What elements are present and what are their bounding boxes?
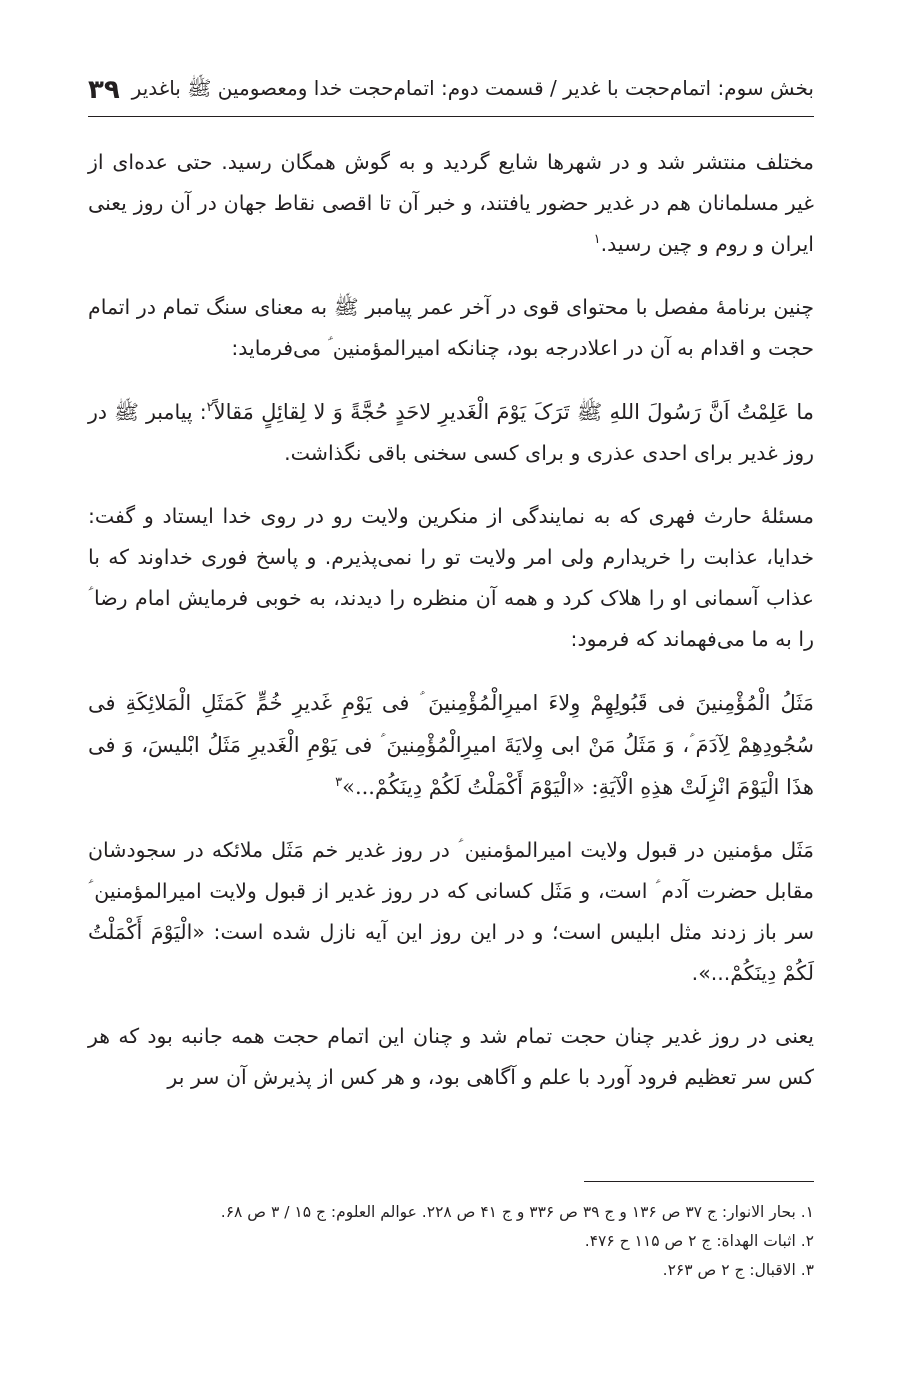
footnote-rule <box>584 1181 814 1182</box>
paragraph <box>88 287 814 369</box>
footnote-ref[interactable]: ۱ <box>593 232 601 248</box>
footnote: ۳. الاقبال: ج ۲ ص ۲۶۳. <box>662 1261 814 1279</box>
paragraph <box>88 830 814 994</box>
header-rule <box>88 116 814 117</box>
footnote-ref[interactable]: ۲ <box>206 400 214 416</box>
hadith-text: مَثَلُ الْمُؤْمِنینَ فی قَبُولِهِمْ وِلاءَ امیرِالْمُؤْمِنینَ ؑ فی یَوْمِ غَدیرِ خُمٍّ کَمَثَلِ الْمَلائِکَةِ فی سُجُودِهِمْ لِآدَمَ ؑ، وَ مَثَلُ مَنْ ابی وِلایَةَ امیرِالْمُؤْمِنینَ ؑ فی یَوْمِ الْغَدیرِ مَثَلُ ابْلیسَ، وَ فی هذَا الْیَوْمَ انْزِلَتْ هذِهِ الْآیَةِ: «الْیَوْمَ أَکْمَلْتُ لَکُمْ دِینَکُمْ...» <box>88 691 814 799</box>
hadith-paragraph <box>88 682 814 808</box>
footnote: ۲. اثبات الهداة: ج ۲ ص ۱۱۵ ح ۴۷۶. <box>584 1232 814 1250</box>
paragraph <box>88 496 814 660</box>
page-header <box>88 68 814 112</box>
paragraph <box>88 142 814 265</box>
paragraph <box>88 391 814 474</box>
paragraph-text: چنین برنامهٔ مفصل با محتوای قوی در آخر عمر پیامبر ﷺ به معنای سنگ تمام در اتمام حجت و اقدام به آن در اعلادرجه بود، چنانکه امیرالمؤمنین ؑ می‌فرماید: <box>88 295 814 360</box>
footnote: ۱. بحار الانوار: ج ۳۷ ص ۱۳۶ و ج ۳۹ ص ۳۳۶ و ج ۴۱ ص ۲۲۸. عوالم العلوم: ج ۱۵ / ۳ ص ۶۸. <box>220 1203 814 1221</box>
paragraph-text: : پیامبر ﷺ در روز غدیر برای احدی عذری و برای کسی سخنی باقی نگذاشت. <box>88 400 814 465</box>
paragraph-text: یعنی در روز غدیر چنان حجت تمام شد و چنان این اتمام حجت همه جانبه بود که هر کس سر تعظیم فرود آورد با علم و آگاهی بود، و هر کس از پذیرش آن سر بر <box>88 1024 814 1089</box>
paragraph-text: مختلف منتشر شد و در شهرها شایع گردید و به گوش همگان رسید. حتی عده‌ای از غیر مسلمانان هم در غدیر حضور یافتند، و خبر آن تا اقصی نقاط جهان در آن روز یعنی ایران و روم و چین رسید. <box>88 150 814 256</box>
footnote-ref[interactable]: ۳ <box>335 775 343 790</box>
page-number: ۳۹ <box>88 75 120 105</box>
paragraph <box>88 1016 814 1098</box>
footnotes <box>88 1198 814 1285</box>
paragraph-text: مسئلهٔ حارث فهری که به نمایندگی از منکرین ولایت رو در روی خدا ایستاد و گفت: خدایا، عذابت را خریدارم ولی امر ولایت تو را نمی‌پذیرم. و پاسخ فوری خداوند که با عذاب آسمانی او را هلاک کرد و همه آن منظره را دیدند، به خوبی فرمایش امام رضا ؑ را به ما می‌فهماند که فرمود: <box>88 504 814 651</box>
arabic-quote: ما عَلِمْتُ اَنَّ رَسُولَ اللهِ ﷺ تَرَکَ یَوْمَ الْغَدیرِ لاحَدٍ حُجَّةً وَ لا لِقائِلٍ مَقالاً <box>213 400 814 424</box>
running-title: بخش سوم: اتمام‌حجت با غدیر / قسمت دوم: اتمام‌حجت خدا ومعصومین ﷺ باغدیر <box>131 75 814 100</box>
paragraph-text: مَثَل مؤمنین در قبول ولایت امیرالمؤمنین ؑ در روز غدیر خم مَثَل ملائکه در سجودشان مقابل حضرت آدم ؑ است، و مَثَل کسانی که در روز غدیر از قبول ولایت امیرالمؤمنین ؑ سر باز زدند مثل ابلیس است؛ و در این روز این آیه نازل شده است: «الْیَوْمَ أَکْمَلْتُ لَکُمْ دِینَکُمْ...». <box>88 838 814 985</box>
body-text <box>88 142 814 1120</box>
